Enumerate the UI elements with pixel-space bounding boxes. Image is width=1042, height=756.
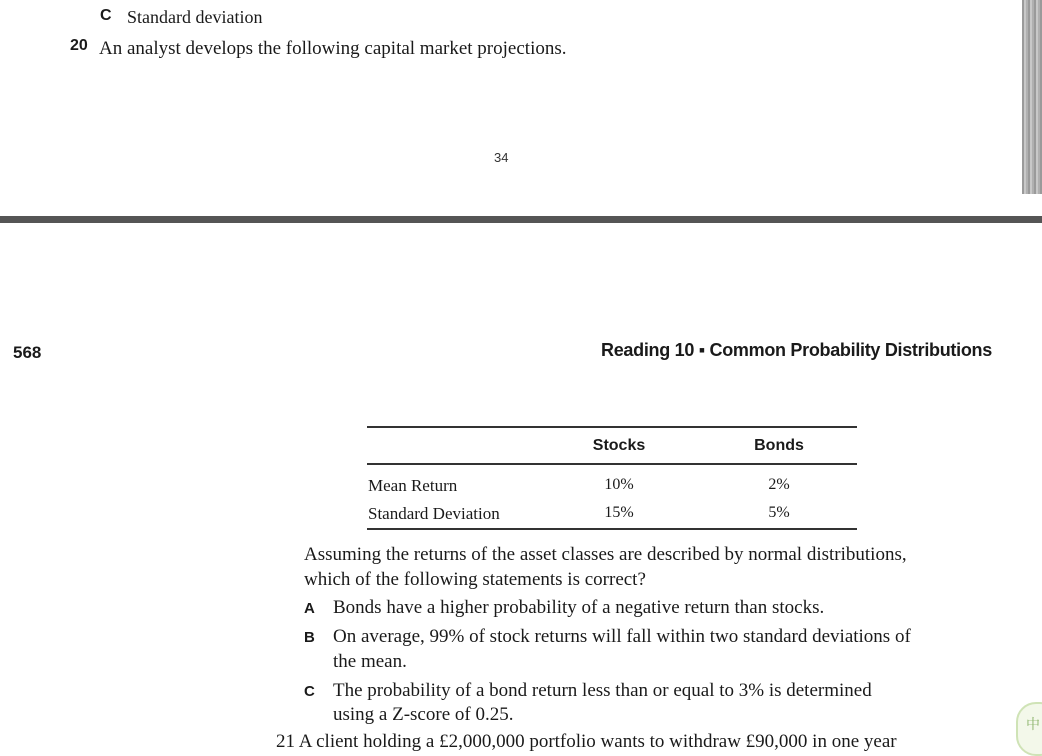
option-text-b-continued: the mean. [333, 651, 407, 672]
table-rule-header [367, 463, 857, 465]
next-question-partial: 21 A client holding a £2,000,000 portfolio wants to withdraw £90,000 in one year [276, 731, 897, 752]
option-text-b: On average, 99% of stock returns will fall within two standard deviations of [333, 626, 911, 647]
option-letter-a: A [304, 600, 315, 617]
question-text: An analyst develops the following capital market projections. [99, 38, 567, 59]
question-stem: Assuming the returns of the asset classes are described by normal distributions, [304, 544, 907, 565]
page-number: 34 [494, 150, 509, 165]
page-number: 568 [13, 343, 42, 362]
cell-stocks-mean: 10% [604, 476, 634, 493]
column-header-stocks: Stocks [592, 437, 646, 454]
table-rule-top [367, 426, 857, 428]
option-letter-b: B [304, 629, 315, 646]
table-rule-bottom [367, 528, 857, 530]
input-method-badge[interactable] [1016, 702, 1042, 756]
page-divider [0, 216, 1042, 223]
option-text: Standard deviation [127, 7, 263, 27]
scan-edge-strip [1022, 0, 1042, 194]
row-label-standard-deviation: Standard Deviation [368, 504, 500, 523]
column-header-bonds: Bonds [754, 437, 804, 454]
option-letter-c: C [304, 683, 315, 700]
question-stem: which of the following statements is correct? [304, 569, 646, 590]
cell-stocks-sd: 15% [604, 504, 634, 521]
option-text-c-continued: using a Z-score of 0.25. [333, 704, 514, 725]
row-label-mean-return: Mean Return [368, 476, 458, 495]
option-letter-c: C [100, 7, 112, 24]
cell-bonds-sd: 5% [768, 504, 790, 521]
option-text-a: Bonds have a higher probability of a negative return than stocks. [333, 597, 825, 618]
badge-char: 中 [1026, 717, 1040, 733]
question-number: 20 [70, 37, 88, 54]
running-head: Reading 10 ▪ Common Probability Distributions [601, 340, 992, 360]
option-text-c: The probability of a bond return less than or equal to 3% is determined [333, 680, 872, 701]
cell-bonds-mean: 2% [768, 476, 790, 493]
